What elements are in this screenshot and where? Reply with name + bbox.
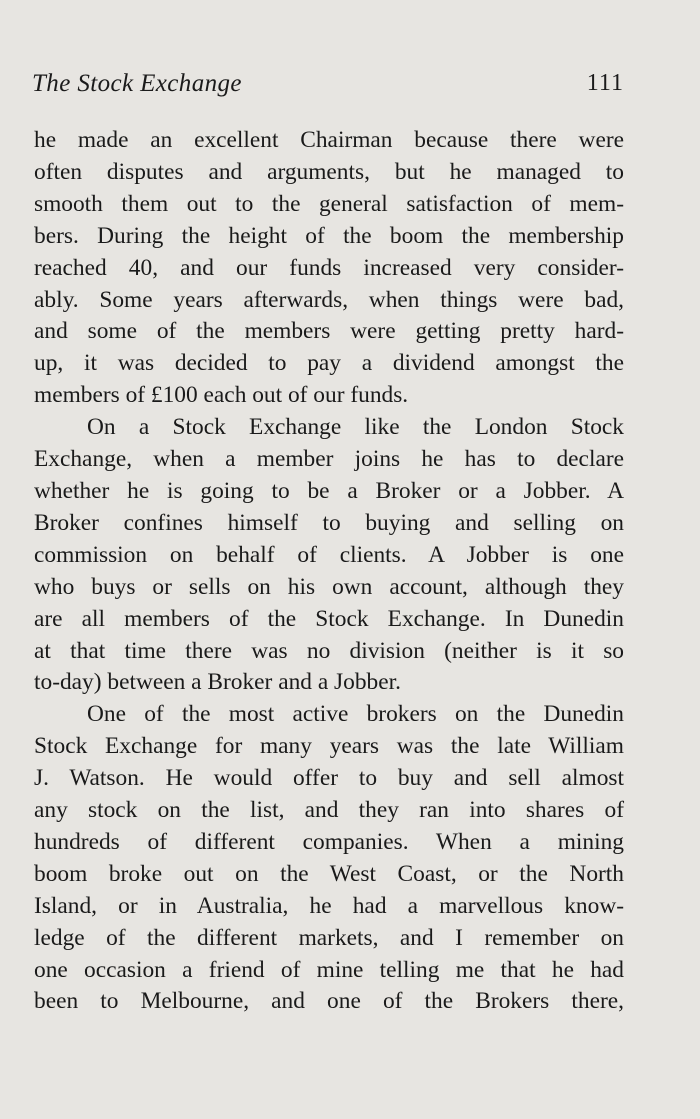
text-line: boom broke out on the West Coast, or the North (34, 860, 624, 887)
page-number: 111 (586, 70, 624, 96)
text-line: Exchange, when a member joins he has to declare (34, 446, 624, 473)
text-line: Island, or in Australia, he had a marvellous know- (34, 892, 624, 919)
text-line: he made an excellent Chairman because there were (34, 127, 624, 153)
text-line: at that time there was no division (neither is it so (34, 637, 624, 664)
text-line: smooth them out to the general satisfaction of mem- (34, 190, 624, 217)
text-line: On a Stock Exchange like the London Stock (87, 414, 624, 441)
text-line: up, it was decided to pay a dividend amongst the (34, 350, 624, 377)
running-title: The Stock Exchange (32, 70, 242, 97)
text-line: bers. During the height of the boom the membership (34, 222, 624, 249)
text-line: members of £100 each out of our funds. (34, 382, 409, 409)
text-line: been to Melbourne, and one of the Brokers there, (34, 988, 624, 1015)
text-line: are all members of the Stock Exchange. In Dunedin (34, 605, 624, 632)
text-line: Broker confines himself to buying and selling on (34, 509, 624, 536)
text-line: hundreds of different companies. When a mining (34, 828, 624, 855)
text-line: any stock on the list, and they ran into shares of (34, 797, 624, 824)
text-line: whether he is going to be a Broker or a Jobber. A (34, 477, 624, 504)
text-line: ably. Some years afterwards, when things were bad, (34, 286, 624, 313)
text-line: reached 40, and our funds increased very consider- (34, 254, 624, 281)
page-header (32, 70, 624, 106)
text-line: who buys or sells on his own account, although they (34, 573, 624, 600)
text-line: commission on behalf of clients. A Jobber is one (34, 541, 624, 568)
text-line: and some of the members were getting pretty hard- (34, 318, 624, 345)
text-line: ledge of the different markets, and I remember on (34, 924, 624, 951)
text-line: One of the most active brokers on the Dunedin (87, 701, 624, 728)
text-line: to-day) between a Broker and a Jobber. (34, 669, 401, 696)
text-line: Stock Exchange for many years was the late William (34, 733, 624, 760)
text-line: J. Watson. He would offer to buy and sell almost (34, 765, 624, 792)
text-line: one occasion a friend of mine telling me that he had (34, 956, 624, 983)
text-line: often disputes and arguments, but he managed to (34, 158, 624, 185)
body-text (34, 125, 624, 1018)
